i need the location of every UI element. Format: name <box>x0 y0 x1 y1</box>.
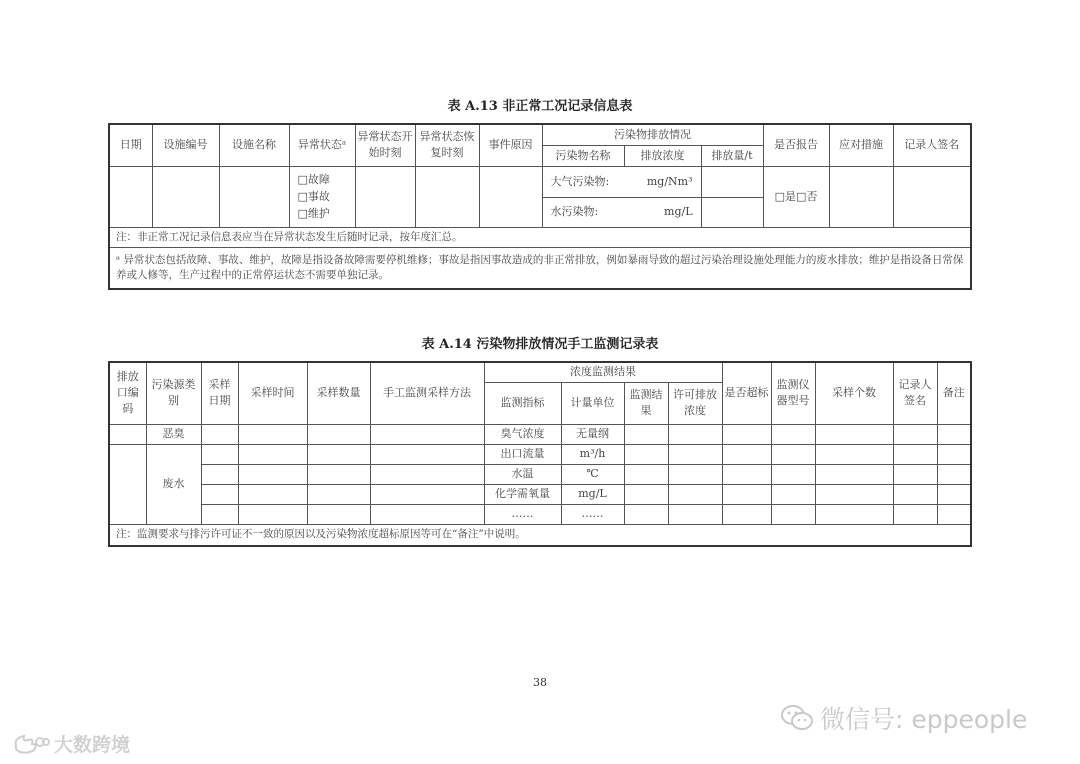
header-remarks: 备注 <box>937 362 971 424</box>
cell-recorder <box>893 166 971 227</box>
state-options <box>289 166 355 227</box>
cell-device-no <box>152 166 219 227</box>
header-emission-amount: 排放量/t <box>701 145 763 166</box>
cell-outlet-wastewater <box>109 444 146 524</box>
table-a14-title: 表 A.14 污染物排放情况手工监测记录表 <box>421 337 659 352</box>
header-sample-qty: 采样数量 <box>307 362 370 424</box>
wastewater-source: 废水 <box>146 444 201 524</box>
header-reported: 是否报告 <box>763 124 829 166</box>
header-method: 手工监测采样方法 <box>370 362 484 424</box>
brand-name: 大数跨境 <box>54 734 131 756</box>
cell-air-amount <box>701 166 763 197</box>
cell-recover-time <box>415 166 479 227</box>
header-instrument: 监测仪器型号 <box>771 362 815 424</box>
ww-unit-3: …… <box>561 504 624 524</box>
ww-indicator-2: 化学需氧量 <box>484 484 561 504</box>
option-maintenance: □维护 <box>297 207 330 221</box>
water-pollutant-cell <box>542 197 701 227</box>
brand-watermark <box>12 730 130 757</box>
header-permitted-conc: 许可排放浓度 <box>668 382 722 424</box>
table-a13-note1: 注：非正常工况记录信息表应当在异常状态发生后随时记录，按年度汇总。 <box>109 227 971 247</box>
water-unit: mg/L <box>664 205 693 219</box>
ww-unit-2: mg/L <box>561 484 624 504</box>
header-date: 日期 <box>109 124 152 166</box>
header-outlet-no: 排放口编码 <box>109 362 146 424</box>
header-start-time: 异常状态开始时刻 <box>355 124 415 166</box>
header-device-no: 设施编号 <box>152 124 219 166</box>
header-exceeded: 是否超标 <box>722 362 771 424</box>
header-pollutant-name: 污染物名称 <box>542 145 624 166</box>
wechat-id: 微信号: eppeople <box>820 705 1028 734</box>
wechat-icon <box>780 704 814 732</box>
air-pollutant-cell <box>542 166 701 197</box>
odor-unit: 无量纲 <box>561 424 624 444</box>
wechat-watermark <box>780 700 1027 736</box>
report-options: □是□否 <box>763 166 829 227</box>
air-unit: mg/Nm³ <box>646 174 693 188</box>
cell-outlet-odor <box>109 424 146 444</box>
ww-indicator-0: 出口流量 <box>484 444 561 464</box>
header-emission-conc: 排放浓度 <box>624 145 701 166</box>
header-sample-time: 采样时间 <box>238 362 307 424</box>
header-sample-count: 采样个数 <box>815 362 893 424</box>
header-unit: 计量单位 <box>561 382 624 424</box>
header-sample-date: 采样日期 <box>201 362 238 424</box>
cell-cause <box>479 166 542 227</box>
odor-indicator: 臭气浓度 <box>484 424 561 444</box>
page-number: 38 <box>533 676 547 689</box>
cell-start-time <box>355 166 415 227</box>
header-recover-time: 异常状态恢复时刻 <box>415 124 479 166</box>
table-a14-note: 注：监测要求与排污许可证不一致的原因以及污染物浓度超标原因等可在“备注”中说明。 <box>109 524 971 546</box>
ww-indicator-3: …… <box>484 504 561 524</box>
table-a13-note2: ᵃ 异常状态包括故障、事故、维护，故障是指设备故障需要停机维修；事故是指因事故造成的非正常排放，例如暴雨导致的超过污染治理设施处理能力的废水排放；维护是指设备日常保养或人修等，生产过程中的正常停运状态不需要单独记录。 <box>109 247 971 289</box>
header-measures: 应对措施 <box>829 124 893 166</box>
cell-device-name <box>219 166 289 227</box>
header-recorder: 记录人签名 <box>893 124 971 166</box>
water-pollutant-label: 水污染物: <box>550 205 599 219</box>
cell-date <box>109 166 152 227</box>
header-cause: 事件原因 <box>479 124 542 166</box>
header-pollutant-emission: 污染物排放情况 <box>542 124 763 145</box>
header-device-name: 设施名称 <box>219 124 289 166</box>
table-a13 <box>108 123 972 290</box>
option-accident: □事故 <box>297 189 330 203</box>
table-a14 <box>108 361 972 547</box>
ww-unit-0: m³/h <box>561 444 624 464</box>
table-a13-title: 表 A.13 非正常工况记录信息表 <box>447 99 633 114</box>
weibo-icon <box>12 732 50 756</box>
header-recorder: 记录人签名 <box>893 362 937 424</box>
header-result: 监测结果 <box>624 382 668 424</box>
ww-indicator-1: 水温 <box>484 464 561 484</box>
option-fault: □故障 <box>297 172 330 186</box>
air-pollutant-label: 大气污染物: <box>550 174 610 188</box>
cell-measures <box>829 166 893 227</box>
header-source-type: 污染源类别 <box>146 362 201 424</box>
cell-water-amount <box>701 197 763 227</box>
ww-unit-1: ℃ <box>561 464 624 484</box>
header-conc-results: 浓度监测结果 <box>484 362 722 382</box>
header-abnormal-state: 异常状态ᵃ <box>289 124 355 166</box>
odor-source: 恶臭 <box>146 424 201 444</box>
header-indicator: 监测指标 <box>484 382 561 424</box>
